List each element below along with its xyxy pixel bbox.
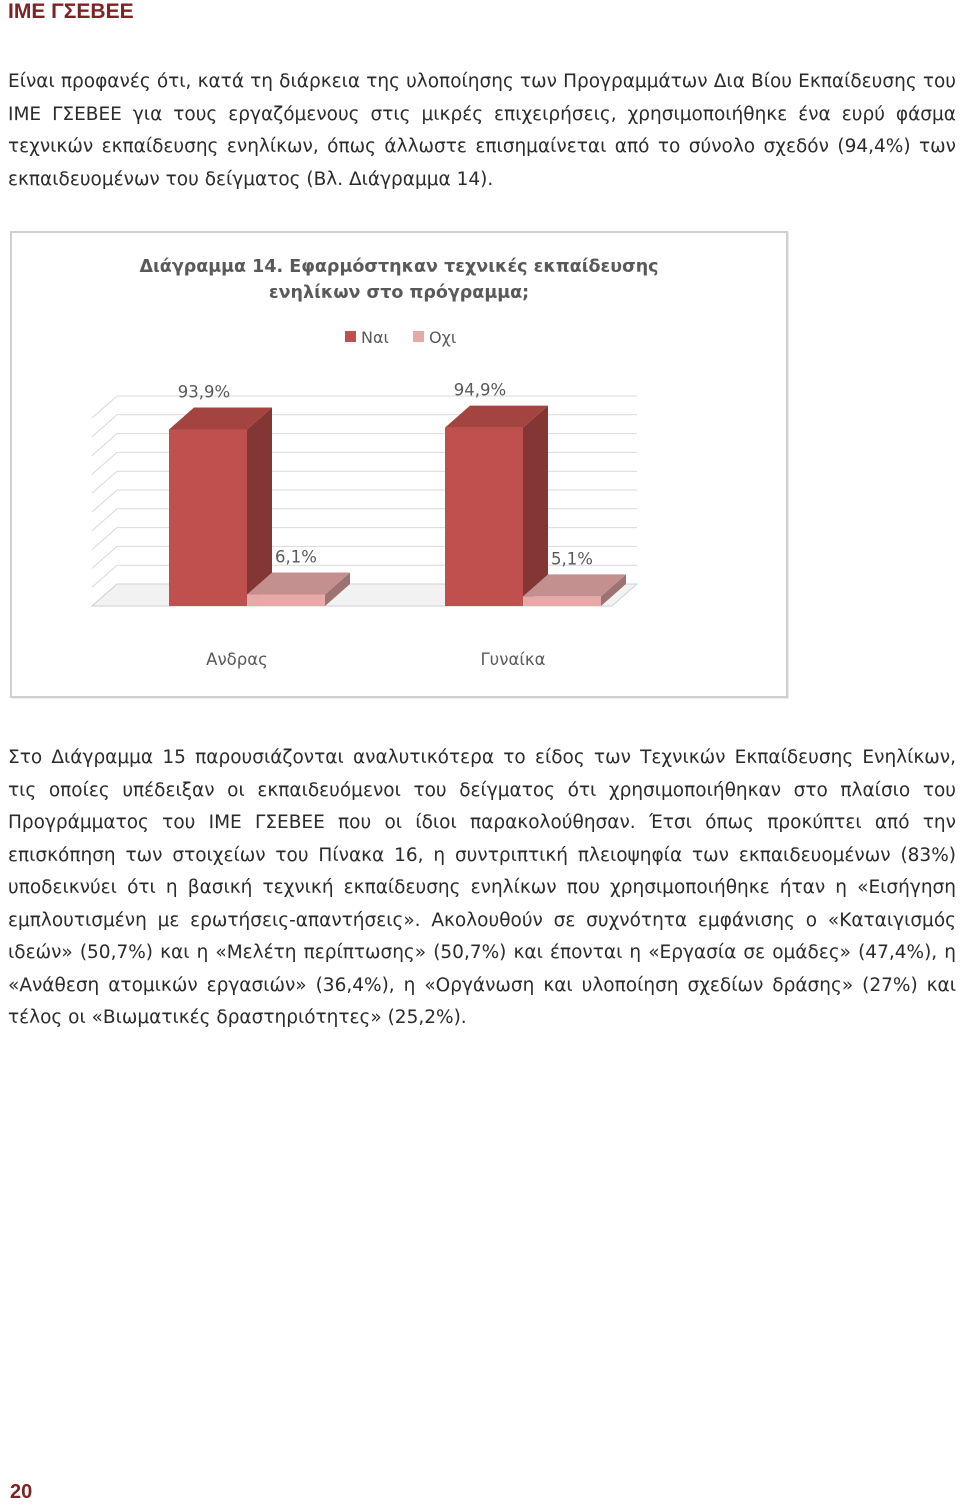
gridline-side (92, 452, 117, 474)
chart-title-line-2: ενηλίκων στο πρόγραμμα; (268, 283, 530, 303)
bar-side-face (523, 406, 548, 606)
bar-front-face (445, 428, 523, 606)
bar-front-face (523, 596, 601, 606)
bar-front-face (169, 429, 247, 606)
gridline-side (92, 396, 117, 418)
legend-label-yes: Ναι (361, 328, 389, 347)
bar-yes-women (445, 406, 548, 606)
gridline-side (92, 528, 117, 550)
bar-front-face (247, 595, 325, 606)
legend-label-no: Οχι (429, 328, 457, 347)
data-label-no-men: 6,1% (275, 547, 317, 567)
category-label-men: Ανδρας (206, 650, 268, 669)
intro-paragraph: Είναι προφανές ότι, κατά τη διάρκεια της υλοποίησης των Προγραμμάτων Δια Βίου Εκπαίδευσης του ΙΜΕ ΓΣΕΒΕΕ για τους εργαζόμενους στις μικρές επιχειρήσεις, χρησιμοποιήθηκε ένα ευρύ φάσμα τεχνικών εκπαίδευσης ενηλίκων, όπως άλλωστε επισημαίνεται από το σύνολο σχεδόν (94,4%) των εκπαιδευομένων του δείγματος (Βλ. Διάγραμμα 14). (8, 71, 956, 190)
chart-diagram-14 (10, 231, 788, 698)
gridline-side (92, 471, 117, 493)
gridline-side (92, 546, 117, 568)
data-label-yes-women: 94,9% (453, 380, 507, 400)
gridline-side (92, 509, 117, 531)
data-label-no-women: 5,1% (551, 549, 593, 569)
category-label-women: Γυναίκα (480, 650, 546, 669)
page-number: 20 (10, 1481, 33, 1503)
bar-yes-men (169, 407, 272, 606)
legend-swatch-yes (345, 331, 356, 342)
chart-canvas (12, 233, 786, 696)
data-label-yes-men: 93,9% (177, 382, 231, 402)
gridline-side (92, 434, 117, 456)
gridline-side (92, 415, 117, 437)
analysis-paragraph: Στο Διάγραμμα 15 παρουσιάζονται αναλυτικότερα το είδος των Τεχνικών Εκπαίδευσης Ενηλίκων, τις οποίες υπέδειξαν οι εκπαιδευόμενοι του δείγματος ότι χρησιμοποιήθηκαν στο πλαίσιο του Προγράμματος του ΙΜΕ ΓΣΕΒΕΕ που οι ίδιοι παρακολούθησαν. Έτσι όπως προκύπτει από την επισκόπηση των στοιχείων του Πίνακα 16, η συντριπτική πλειοψηφία των εκπαιδευομένων (83%) υποδεικνύει ότι η βασική τεχνική εκπαίδευσης ενηλίκων που χρησιμοποιήθηκε ήταν η «Εισήγηση εμπλουτισμένη με ερωτήσεις-απαντήσεις». Ακολουθούν σε συχνότητα εμφάνισης ο «Καταιγισμός ιδεών» (50,7%) και η «Μελέτη περίπτωσης» (50,7%) και έπονται η «Εργασία σε ομάδες» (47,4%), η «Ανάθεση ατομικών εργασιών» (36,4%), η «Οργάνωση και υλοποίηση σχεδίων δράσης» (27%) και τέλος οι «Βιωματικές δραστηριότητες» (25,2%). (8, 747, 956, 1028)
gridline-side (92, 565, 117, 587)
legend-swatch-no (413, 331, 424, 342)
chart-title-line-1: Διάγραμμα 14. Εφαρμόστηκαν τεχνικές εκπαίδευσης (139, 257, 659, 277)
gridline-side (92, 490, 117, 512)
running-header: ΙΜΕ ΓΣΕΒΕΕ (8, 0, 134, 23)
